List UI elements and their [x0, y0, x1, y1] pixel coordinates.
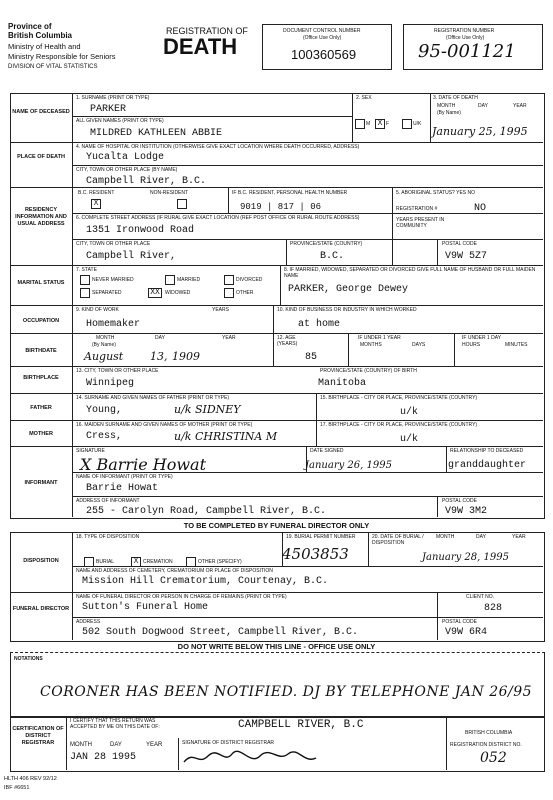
section-deceased: NAME OF DECEASED	[12, 109, 70, 115]
bc-resident-box[interactable]: X	[91, 199, 101, 209]
informant-signature: X Barrie Howat	[80, 455, 206, 474]
funeral-border	[10, 532, 545, 642]
non-resident-label: NON-RESIDENT	[150, 190, 189, 196]
dd-year-label: YEAR	[512, 534, 526, 540]
death-city-value: Campbell River, B.C.	[86, 176, 207, 187]
registrar-signature-scribble	[180, 748, 320, 768]
mother-bp-label: 17. BIRTHPLACE - CITY OR PLACE, PROVINCE/STATE (COUNTRY)	[320, 422, 478, 428]
hours-label: HOURS	[462, 342, 481, 348]
date-of-death-label: 3. DATE OF DEATH	[433, 95, 478, 101]
father-name-label: 14. SURNAME AND GIVEN NAMES OF FATHER (PRINT OR TYPE)	[76, 395, 230, 401]
cemetery-value: Mission Hill Crematorium, Courtenay, B.C.	[82, 576, 329, 587]
bc-label: British Columbia	[8, 31, 73, 40]
spouse-value: PARKER, George Dewey	[288, 284, 409, 295]
father-bp-label: 15. BIRTHPLACE - CITY OR PLACE, PROVINCE/STATE (COUNTRY)	[320, 395, 478, 401]
married-box[interactable]	[165, 275, 175, 285]
sex-uk-box[interactable]	[402, 119, 412, 129]
spouse-label: 8. IF MARRIED, WIDOWED, SEPARATED OR DIVORCED GIVE FULL NAME OF HUSBAND OR FULL MAIDEN NAME	[284, 267, 536, 279]
married-label: MARRIED	[177, 277, 201, 283]
registration-of-label: REGISTRATION OF	[166, 26, 248, 36]
funeral-postal-label: POSTAL CODE	[442, 619, 478, 625]
dod-month-label: MONTH	[437, 103, 456, 109]
divorced-label: DIVORCED	[236, 277, 263, 283]
minutes-label: MINUTES	[505, 342, 528, 348]
burial-permit-label: 19. BURIAL PERMIT NUMBER	[286, 534, 356, 540]
dod-year-label: YEAR	[513, 103, 527, 109]
never-married-label: NEVER MARRIED	[92, 277, 134, 283]
given-names-label: ALL GIVEN NAMES (PRINT OR TYPE)	[76, 118, 164, 124]
doc-control-label: DOCUMENT CONTROL NUMBER	[283, 28, 361, 34]
section-marital: MARITAL STATUS	[17, 280, 65, 286]
birth-month-value: August	[84, 350, 124, 363]
reg-number-label: REGISTRATION NUMBER	[434, 28, 495, 34]
cert-year-label: YEAR	[146, 742, 163, 748]
bd-byname-label: (By Name)	[92, 342, 116, 348]
mother-name-value: Cress,	[86, 431, 123, 442]
hospital-value: Yucalta Lodge	[86, 152, 165, 163]
under-1-day-label: IF UNDER 1 DAY	[462, 335, 502, 341]
informant-postal-label: POSTAL CODE	[442, 498, 478, 504]
registration-no-label: REGISTRATION #	[396, 206, 438, 212]
bd-day-label: DAY	[155, 335, 165, 341]
sex-label: 2. SEX	[356, 95, 372, 101]
funeral-address-value: 502 South Dogwood Street, Campbell River, B.C.	[82, 627, 359, 638]
sig-registrar-label: SIGNATURE OF DISTRICT REGISTRAR	[182, 740, 275, 746]
sex-f-box[interactable]: X	[375, 119, 385, 129]
aboriginal-label: 5. ABORIGINAL STATUS? YES NO	[396, 190, 476, 196]
disposition-date-value: January 28, 1995	[422, 552, 509, 563]
division-label: DIVISION OF VITAL STATISTICS	[8, 64, 98, 70]
res-city-value: Campbell River,	[86, 251, 177, 262]
birth-province-value: Manitoba	[318, 378, 367, 389]
birth-province-label: PROVINCE/STATE (COUNTRY) OF BIRTH	[320, 368, 417, 374]
res-postal-label: POSTAL CODE	[442, 241, 478, 247]
months-label: MONTHS	[360, 342, 382, 348]
notation-value: CORONER HAS BEEN NOTIFIED. DJ BY TELEPHONE JAN 26/95	[40, 684, 533, 700]
burial-permit-value: 4503853	[282, 545, 349, 563]
res-province-label: PROVINCE/STATE (COUNTRY)	[290, 241, 363, 247]
certify-label: I CERTIFY THAT THIS RETURN WAS ACCEPTED BY ME ON THIS DATE OF:	[70, 718, 160, 730]
birth-city-value: Winnipeg	[86, 378, 135, 389]
date-signed-label: DATE SIGNED	[310, 448, 344, 454]
father-given-value: u/k SIDNEY	[174, 403, 241, 416]
business-label: 10. KIND OF BUSINESS OR INDUSTRY IN WHICH WORKED	[277, 307, 417, 313]
death-title: DEATH	[163, 34, 238, 59]
relationship-value: granddaughter	[448, 460, 527, 471]
registration-number-box	[403, 24, 543, 70]
father-bp-value: u/k	[400, 407, 419, 418]
informant-address-label: ADDRESS OF INFORMANT	[76, 498, 140, 504]
death-city-label: CITY, TOWN OR OTHER PLACE (BY NAME)	[76, 167, 178, 173]
funeral-banner: TO BE COMPLETED BY FUNERAL DIRECTOR ONLY	[183, 521, 370, 530]
aboriginal-value: NO	[474, 203, 487, 214]
document-control-box	[262, 24, 392, 70]
dod-day-label: DAY	[478, 103, 488, 109]
section-birthplace: BIRTHPLACE	[23, 375, 59, 381]
ministry-line-1: Ministry of Health and	[8, 42, 81, 51]
divorced-box[interactable]	[224, 275, 234, 285]
years-present-label: YEARS PRESENT IN COMMUNITY	[396, 217, 445, 229]
office-use-label: (Office Use Only)	[303, 35, 342, 41]
age-label: 12. AGE (YEARS)	[277, 335, 298, 347]
funeral-name-value: Sutton's Funeral Home	[82, 602, 209, 613]
sex-m-label: M	[366, 121, 371, 127]
section-place-of-death: PLACE OF DEATH	[17, 154, 65, 160]
res-postal-value: V9W 5Z7	[445, 251, 488, 262]
section-certification: CERTIFICATION OF DISTRICT REGISTRAR	[12, 726, 64, 746]
type-disposition-label: 18. TYPE OF DISPOSITION	[76, 534, 140, 540]
never-married-box[interactable]	[80, 275, 90, 285]
mother-name-label: 16. MAIDEN SURNAME AND GIVEN NAMES OF MOTHER (PRINT OR TYPE)	[76, 422, 253, 428]
client-no-value: 828	[484, 603, 503, 614]
bd-year-label: YEAR	[222, 335, 236, 341]
section-funeral-director: FUNERAL DIRECTOR	[12, 606, 70, 612]
state-label: 7. STATE	[76, 267, 97, 273]
surname-value: PARKER	[90, 104, 127, 115]
separated-box[interactable]	[80, 288, 90, 298]
hospital-label: 4. NAME OF HOSPITAL OR INSTITUTION (OTHERWISE GIVE EXACT LOCATION WHERE DEATH OCCURRED, ADDRESS)	[76, 144, 360, 150]
cremation-label: CREMATION	[143, 559, 173, 565]
registrar-date: JAN 28 1995	[70, 752, 137, 763]
section-mother: MOTHER	[29, 431, 53, 437]
notations-label: NOTATIONS	[14, 656, 43, 662]
surname-label: 1. SURNAME (PRINT OR TYPE)	[76, 95, 150, 101]
funeral-name-label: NAME OF FUNERAL DIRECTOR OR PERSON IN CHARGE OF REMAINS (PRINT OR TYPE)	[76, 594, 287, 600]
birth-year-value: 1909	[172, 350, 200, 363]
signature-label: SIGNATURE	[76, 448, 105, 454]
relationship-label: RELATIONSHIP TO DECEASED	[450, 448, 524, 454]
section-residency: RESIDENCY INFORMATION AND USUAL ADDRESS	[15, 207, 67, 227]
birth-day-value: 13,	[150, 350, 168, 363]
district-number: 052	[480, 750, 507, 766]
informant-name-value: Barrie Howat	[86, 483, 159, 494]
mother-bp-value: u/k	[400, 434, 419, 445]
sex-f-label: F	[386, 121, 390, 127]
other-label: OTHER	[236, 290, 254, 296]
bd-month-label: MONTH	[96, 335, 115, 341]
doc-control-number: 100360569	[291, 47, 357, 62]
burial-label: BURIAL	[96, 559, 115, 565]
sex-uk-label: U/K	[413, 121, 422, 127]
informant-postal-value: V9W 3M2	[445, 506, 488, 517]
dd-month-label: MONTH	[436, 534, 455, 540]
form-code: HLTH 406 REV 92/12	[4, 776, 57, 782]
other-specify-label: OTHER (SPECIFY)	[198, 559, 242, 565]
reg-office-use-label: (Office Use Only)	[446, 35, 485, 41]
cremation-box[interactable]: X	[131, 557, 141, 567]
non-resident-box[interactable]	[177, 199, 187, 209]
client-no-label: CLIENT NO.	[466, 594, 494, 600]
registrar-place: CAMPBELL RIVER, B.C	[238, 719, 364, 731]
other-box[interactable]	[224, 288, 234, 298]
father-name-value: Young,	[86, 405, 123, 416]
days-label: DAYS	[412, 342, 426, 348]
age-value: 85	[305, 352, 318, 363]
birth-city-label: 13. CITY, TOWN OR OTHER PLACE	[76, 368, 159, 374]
separated-label: SEPARATED	[92, 290, 122, 296]
mother-given-value: u/k CHRISTINA M	[174, 430, 278, 443]
death-date-value: January 25, 1995	[432, 125, 528, 138]
date-signed-value: January 26, 1995	[305, 460, 392, 471]
res-city-label: CITY, TOWN OR OTHER PLACE	[76, 241, 151, 247]
office-banner: DO NOT WRITE BELOW THIS LINE - OFFICE USE ONLY	[177, 642, 376, 651]
section-disposition: DISPOSITION	[23, 558, 59, 564]
bc-resident-label: B.C. RESIDENT	[78, 190, 115, 196]
kind-of-work-label: 9. KIND OF WORK	[76, 307, 119, 313]
section-birthdate: BIRTHDATE	[25, 348, 57, 354]
section-father: FATHER	[30, 405, 52, 411]
british-columbia-label: BRITISH COLUMBIA	[465, 730, 513, 736]
form-code-2: IBF #6651	[4, 785, 30, 791]
occupation-value: Homemaker	[86, 319, 141, 330]
date-disposition-label: 20. DATE OF BURIAL / DISPOSITION	[372, 534, 424, 546]
phn-label: IF B.C. RESIDENT, PERSONAL HEALTH NUMBER	[232, 190, 348, 196]
reg-district-label: REGISTRATION DISTRICT NO.	[450, 742, 522, 748]
widowed-label: WIDOWED	[165, 290, 191, 296]
cemetery-label: NAME AND ADDRESS OF CEMETERY, CREMATORIUM OR PLACE OF DISPOSITION	[76, 568, 273, 574]
res-province-value: B.C.	[320, 251, 345, 262]
registration-number: 95-001121	[418, 41, 516, 62]
ministry-line-2: Ministry Responsible for Seniors	[8, 52, 116, 61]
province-label: Province of	[8, 22, 52, 31]
cert-day-label: DAY	[110, 742, 122, 748]
section-occupation: OCCUPATION	[22, 318, 60, 324]
funeral-postal-value: V9W 6R4	[445, 627, 488, 638]
given-names-value: MILDRED KATHLEEN ABBIE	[90, 128, 223, 139]
sex-m-box[interactable]	[355, 119, 365, 129]
funeral-address-label: ADDRESS	[76, 619, 101, 625]
business-value: at home	[298, 319, 341, 330]
street-value: 1351 Ironwood Road	[86, 225, 195, 236]
under-1-year-label: IF UNDER 1 YEAR	[358, 335, 401, 341]
informant-address-value: 255 - Carolyn Road, Campbell River, B.C.	[86, 506, 327, 517]
dod-byname-label: (By Name)	[437, 110, 461, 116]
dd-day-label: DAY	[476, 534, 486, 540]
phn-value: 9019 | 817 | 06	[240, 202, 322, 212]
section-informant: INFORMANT	[24, 480, 58, 486]
header	[0, 0, 553, 92]
work-years-label: YEARS	[212, 307, 229, 313]
informant-name-label: NAME OF INFORMANT (PRINT OR TYPE)	[76, 474, 173, 480]
cert-month-label: MONTH	[70, 742, 92, 748]
street-label: 6. COMPLETE STREET ADDRESS (IF RURAL GIVE EXACT LOCATION (REF POST OFFICE OR RURAL ROUTE ADDRESS)	[76, 215, 360, 221]
widowed-box[interactable]: XX	[148, 288, 162, 298]
